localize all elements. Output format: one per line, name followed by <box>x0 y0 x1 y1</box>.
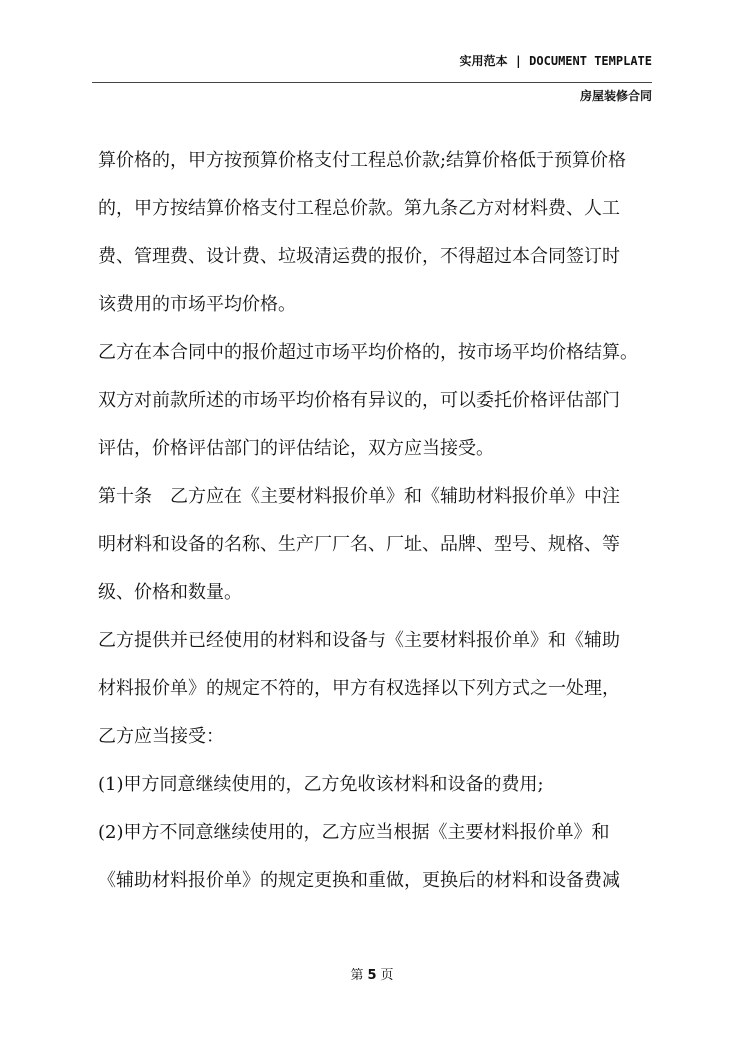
document-header-subtitle: 房屋装修合同 <box>579 89 652 103</box>
text-line: (1)甲方同意继续使用的，乙方免收该材料和设备的费用; <box>98 774 544 795</box>
text-line: 的，甲方按结算价格支付工程总价款。第九条乙方对材料费、人工 <box>98 198 620 219</box>
page-number: 5 <box>367 968 377 983</box>
header-divider <box>92 82 652 83</box>
text-line: 第十条 乙方应在《主要材料报价单》和《辅助材料报价单》中注 <box>98 486 620 507</box>
text-line: 算价格的，甲方按预算价格支付工程总价款;结算价格低于预算价格 <box>98 150 627 171</box>
text-line: 费、管理费、设计费、垃圾清运费的报价，不得超过本合同签订时 <box>98 246 620 267</box>
text-line: 明材料和设备的名称、生产厂厂名、厂址、品牌、型号、规格、等 <box>98 534 620 555</box>
page-label-prefix: 第 <box>350 968 364 983</box>
contract-body <box>98 137 660 905</box>
text-line: 级、价格和数量。 <box>98 582 242 603</box>
text-line: 乙方应当接受： <box>98 726 224 747</box>
page-footer <box>0 964 744 983</box>
text-line: 双方对前款所述的市场平均价格有异议的，可以委托价格评估部门 <box>98 390 620 411</box>
text-line: 材料报价单》的规定不符的，甲方有权选择以下列方式之一处理， <box>98 678 620 699</box>
text-line: 乙方在本合同中的报价超过市场平均价格的，按市场平均价格结算。 <box>98 342 638 363</box>
text-line: (2)甲方不同意继续使用的，乙方应当根据《主要材料报价单》和 <box>98 822 610 843</box>
text-line: 评估，价格评估部门的评估结论，双方应当接受。 <box>98 438 494 459</box>
text-line: 《辅助材料报价单》的规定更换和重做，更换后的材料和设备费减 <box>98 870 620 891</box>
page-label-suffix: 页 <box>380 968 394 983</box>
text-line: 该费用的市场平均价格。 <box>98 294 296 315</box>
text-line: 乙方提供并已经使用的材料和设备与《主要材料报价单》和《辅助 <box>98 630 620 651</box>
document-header-title: 实用范本 | DOCUMENT TEMPLATE <box>459 54 652 68</box>
